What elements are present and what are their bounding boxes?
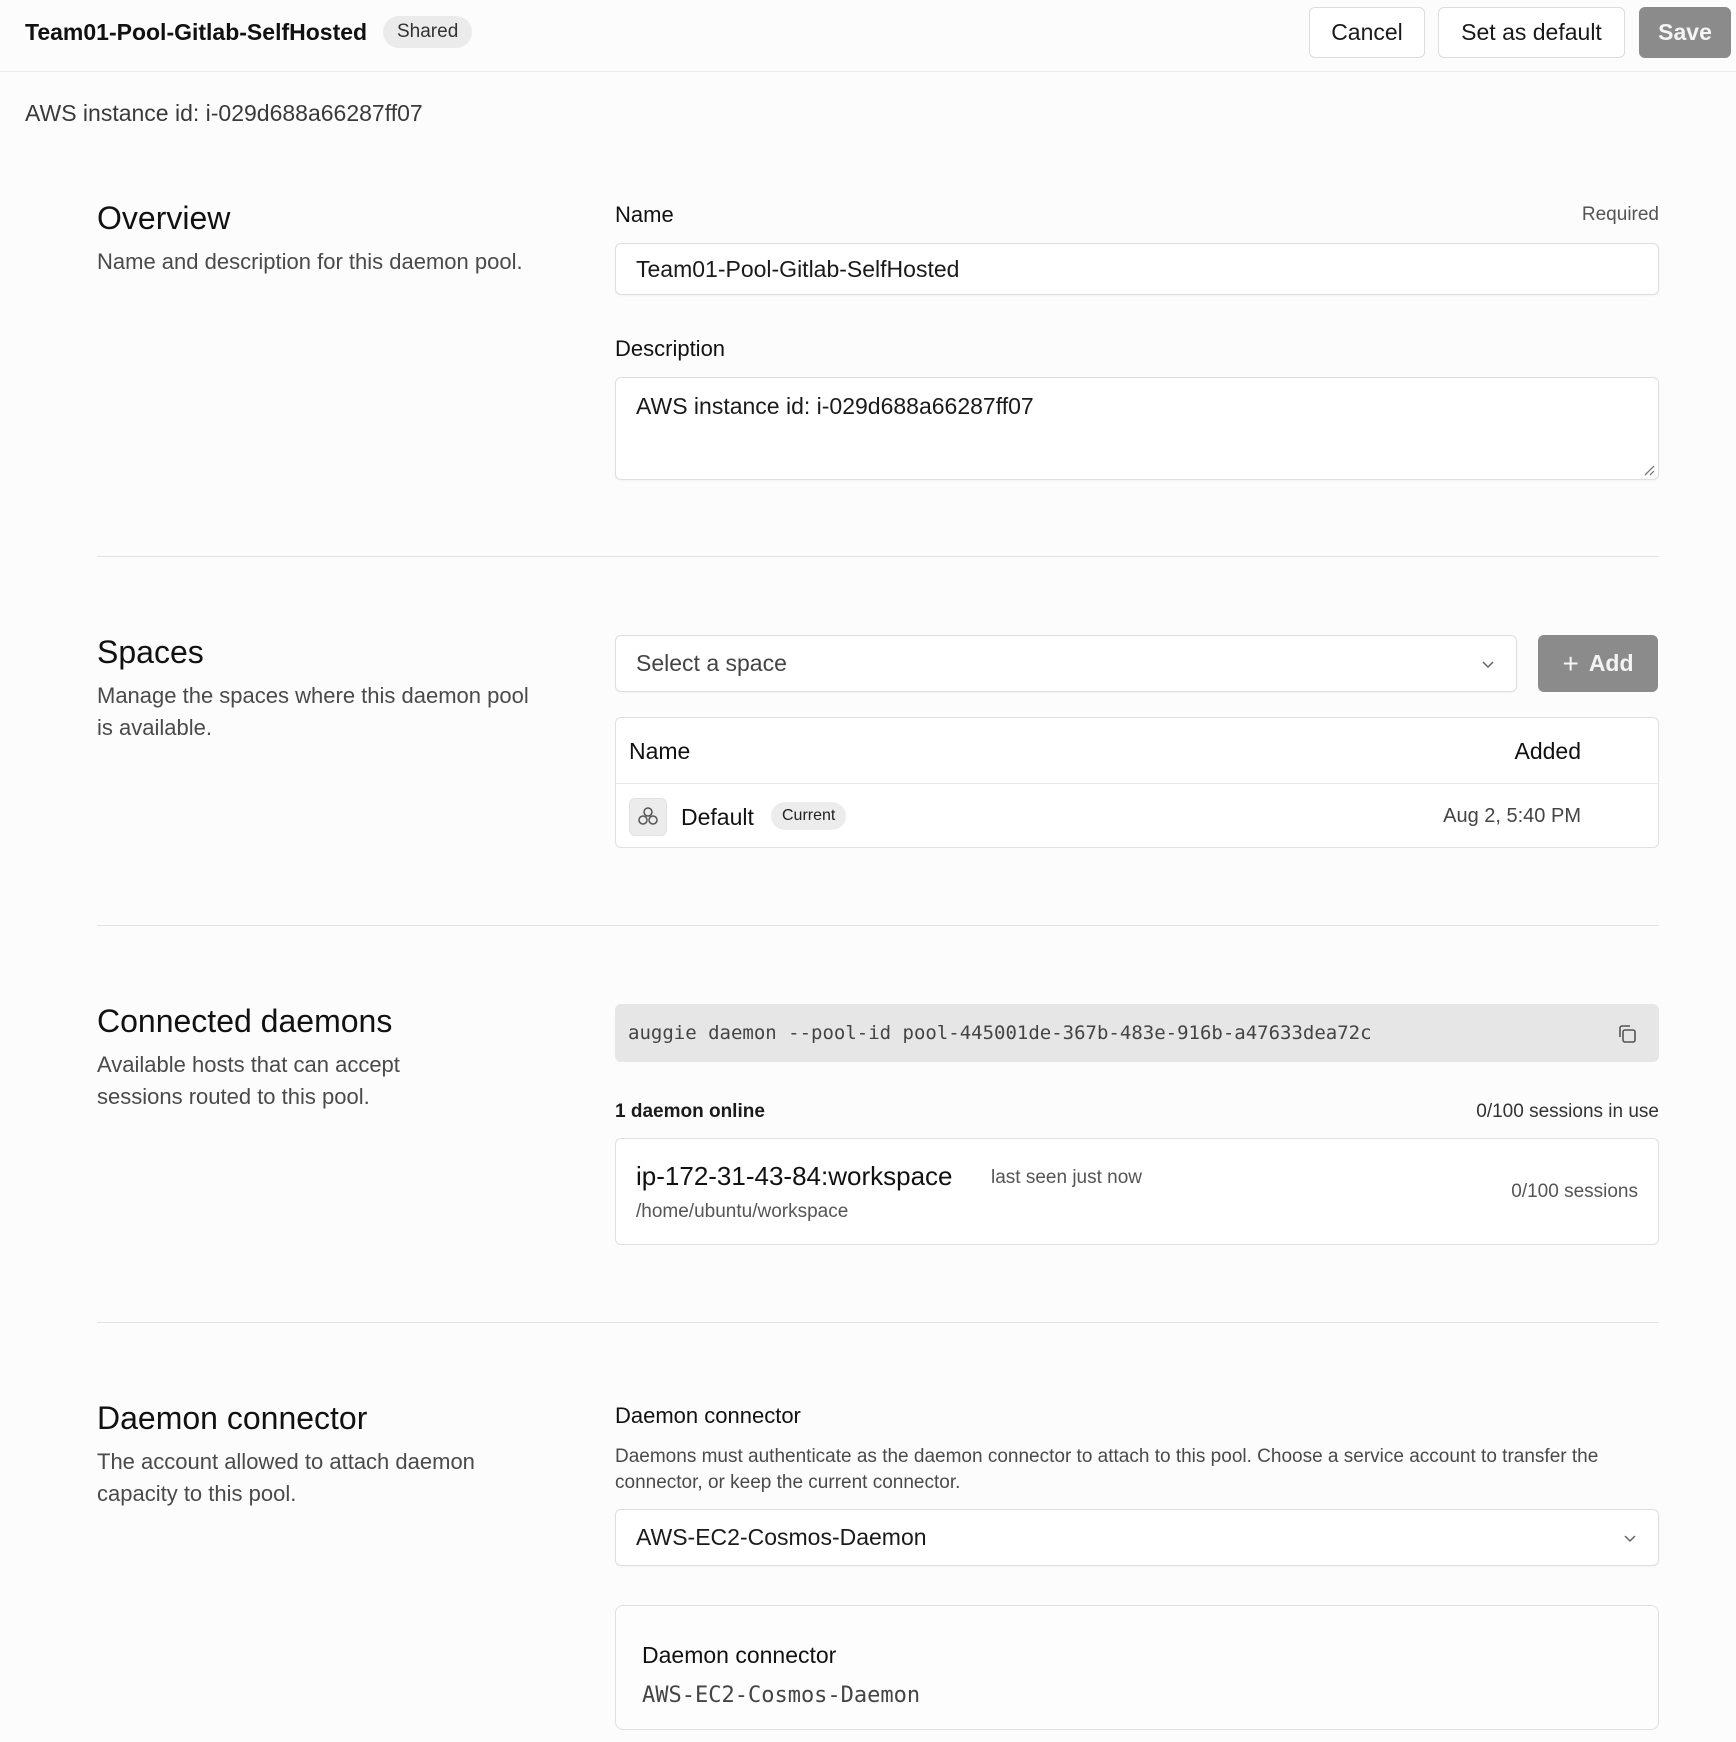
connector-select[interactable]: [615, 1509, 1659, 1566]
set-default-button[interactable]: Set as default: [1438, 7, 1625, 58]
daemon-online-count: 1 daemon online: [615, 1101, 765, 1122]
spaces-table: [615, 717, 1659, 848]
daemon-path: /home/ubuntu/workspace: [636, 1201, 849, 1222]
sessions-in-use: 0/100 sessions in use: [1476, 1101, 1659, 1122]
daemons-desc: Available hosts that can accept sessions routed to this pool.: [97, 1052, 400, 1109]
daemon-sessions: 0/100 sessions: [1511, 1181, 1638, 1202]
plus-icon: +: [1562, 648, 1579, 679]
cancel-button[interactable]: Cancel: [1309, 7, 1425, 58]
space-cluster-icon: [629, 798, 667, 836]
connector-field-label: Daemon connector: [615, 1403, 801, 1428]
current-badge: Current: [771, 802, 846, 830]
daemon-item[interactable]: [615, 1138, 1659, 1245]
section-divider: [97, 556, 1659, 557]
required-label: Required: [1581, 204, 1659, 225]
chevron-down-icon: [1622, 1530, 1638, 1546]
row-divider: [616, 783, 1658, 784]
daemons-title: Connected daemons: [97, 1003, 393, 1039]
daemon-host: ip-172-31-43-84:workspace: [636, 1161, 953, 1191]
resize-handle-icon[interactable]: [1639, 460, 1655, 476]
connector-title: Daemon connector: [97, 1400, 368, 1436]
shared-badge: Shared: [383, 16, 472, 48]
description-textarea[interactable]: [615, 377, 1659, 480]
description-value: AWS instance id: i-029d688a66287ff07: [636, 393, 1034, 419]
col-header-added: Added: [1514, 738, 1581, 764]
name-input[interactable]: [615, 243, 1659, 295]
pool-description-text: AWS instance id: i-029d688a66287ff07: [25, 100, 423, 126]
connector-help: Daemons must authenticate as the daemon connector to attach to this pool. Choose a service account to transfer the connector, or keep the current connector.: [615, 1446, 1599, 1493]
connector-card: [615, 1605, 1659, 1730]
spaces-title: Spaces: [97, 634, 204, 670]
add-space-button[interactable]: [1538, 635, 1658, 692]
section-divider: [97, 925, 1659, 926]
name-label: Name: [615, 202, 674, 227]
daemon-last-seen: last seen just now: [991, 1167, 1143, 1188]
space-name: Default: [681, 804, 754, 830]
connector-selected: AWS-EC2-Cosmos-Daemon: [636, 1524, 927, 1550]
space-select-placeholder: Select a space: [636, 650, 787, 676]
section-divider: [97, 1322, 1659, 1323]
save-button[interactable]: Save: [1639, 7, 1731, 58]
spaces-desc: Manage the spaces where this daemon pool is available.: [97, 683, 529, 740]
header-bar: [0, 0, 1736, 72]
add-button-label: Add: [1588, 650, 1634, 676]
copy-icon[interactable]: [1615, 1022, 1639, 1046]
connector-card-value: AWS-EC2-Cosmos-Daemon: [642, 1683, 921, 1708]
added-date: Aug 2, 5:40 PM: [1443, 805, 1581, 827]
daemon-command: [615, 1004, 1659, 1062]
col-header-name: Name: [629, 738, 691, 764]
space-select[interactable]: [615, 635, 1517, 692]
overview-desc: Name and description for this daemon pool.: [97, 249, 523, 274]
chevron-down-icon: [1480, 656, 1496, 672]
command-text: auggie daemon --pool-id pool-445001de-367b-483e-916b-a47633dea72c: [628, 1022, 1372, 1044]
overview-title: Overview: [97, 200, 231, 236]
description-label: Description: [615, 336, 726, 361]
connector-desc: The account allowed to attach daemon capacity to this pool.: [97, 1449, 475, 1506]
page-title: Team01-Pool-Gitlab-SelfHosted: [25, 19, 368, 45]
connector-card-title: Daemon connector: [642, 1642, 837, 1668]
